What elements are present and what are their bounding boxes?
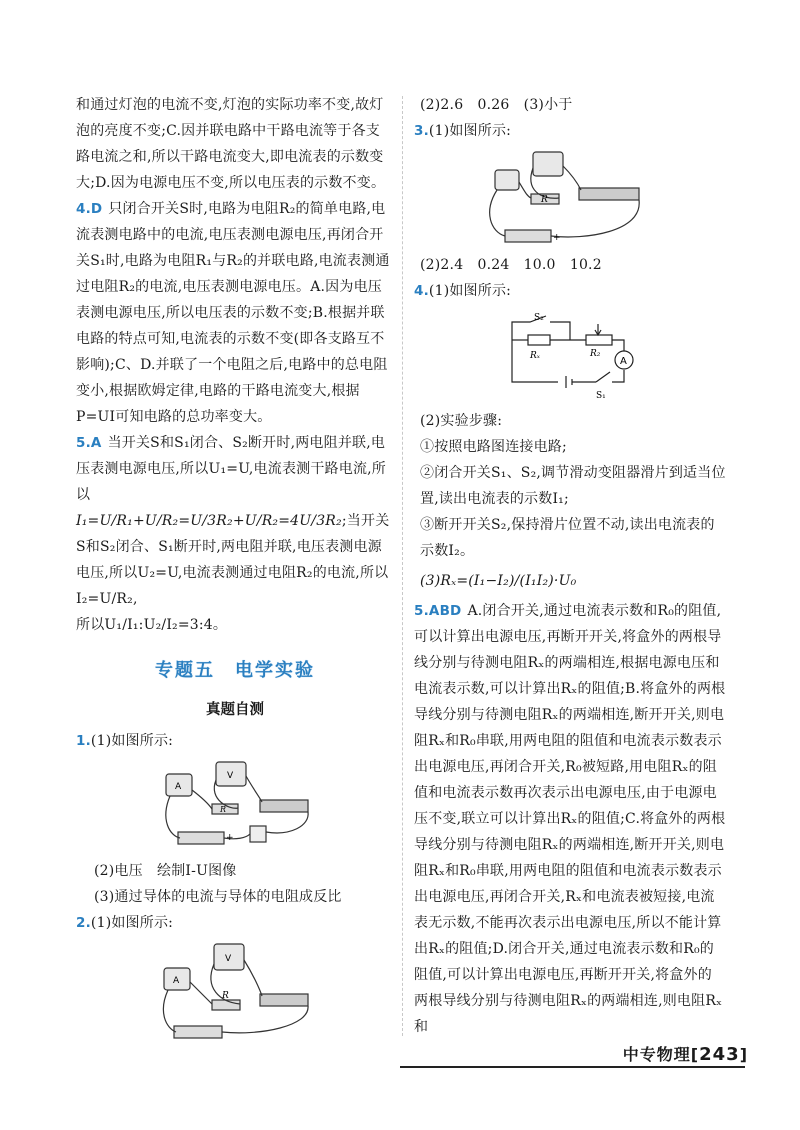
voltmeter-label: V <box>227 771 234 781</box>
answer-text: 只闭合开关S时,电路为电阻R₂的简单电路,电流表测电路中的电流,电压表测电源电压,再闭合开关S₁时,电路为电阻R₁与R₂的并联电路,电流表测通过电阻R₂的电流,电压表测电源电压。A.因为电压表测电源电压,所以电压表的示数不变;B.根据并联电路的特点可知,电流表的示数不变(即各支路互不影响);C、D.并联了一个电阻之后,电路中的总电阻变小,根据欧姆定律,电路的干路电流变大,根据P=UI可知电路的总功率变大。 <box>76 201 390 425</box>
book-title: 中专物理 <box>622 1045 691 1064</box>
answer-text: 当开关S和S₁闭合、S₂断开时,两电阻并联,电压表测电源电压,所以U₁=U,电流表测干路电流,所以 <box>76 435 387 503</box>
voltmeter-label: V <box>225 954 232 964</box>
question-number: 3. <box>414 123 429 139</box>
question-3-part-2: (2)2.4 0.24 10.0 10.2 <box>420 257 602 273</box>
circuit-diagram <box>500 310 640 402</box>
section-title: 专题五 电学实验 <box>155 660 315 681</box>
step-1: ①按照电路图连接电路; <box>420 439 567 455</box>
answer-text: (1)如图所示: <box>428 283 512 299</box>
subsection-heading: 真题自测 <box>206 701 264 718</box>
apparatus-figure-1 <box>150 760 320 852</box>
question-number: 5. <box>76 435 91 451</box>
question-2-part-1 <box>76 910 394 936</box>
step-2: ②闭合开关S₁、S₂,调节滑动变阻器滑片到适当位置,读出电流表的示数I₁; <box>420 465 726 507</box>
ammeter-label: A <box>620 356 627 367</box>
resistor-label: R <box>220 805 227 814</box>
answer-text: (1)如图所示: <box>90 733 174 749</box>
question-number: 1. <box>76 733 91 749</box>
resistor-label: R <box>222 991 229 1001</box>
answer-letter: A <box>90 435 102 451</box>
apparatus-figure-3 <box>475 150 665 246</box>
page-footer: 中专物理[243] <box>622 1044 748 1065</box>
right-column <box>414 92 726 1040</box>
ammeter-label: A <box>175 782 182 792</box>
question-1-part-2: (2)电压 绘制I-U图像 <box>94 863 237 879</box>
answer-text: ;当开关S和S₂闭合、S₁断开时,两电阻并联,电压表测电源电压,所以U₂=U,电流表测通过电阻R₂的电流,所以I₂=U/R₂, <box>76 513 390 607</box>
question-4-part-3: (3)Rₓ=(I₁−I₂)/(I₁I₂)·U₀ <box>420 573 577 589</box>
answer-5-conclusion: 所以U₁/I₁:U₂/I₂=3:4。 <box>76 617 228 633</box>
apparatus-figure-2 <box>150 942 320 1042</box>
answer-4 <box>76 196 394 430</box>
answer-5 <box>76 430 394 508</box>
answer-text: A.闭合开关,通过电流表示数和R₀的阻值,可以计算出电源电压,再断开开关,将盒外的两根导线分别与待测电阻Rₓ的两端相连,根据电源电压和电流表示数,可以计算出Rₓ的阻值;B.将盒外的两根导线分别与待测电阻Rₓ的两端相连,断开开关,则电阻Rₓ和R₀串联,用两电阻的阻值和电流表示数表示出电源电压,再闭合开关,R₀被短路,用电阻Rₓ的阻值和电流表示数再次表示出电源电压,由于电源电压不变,联立可以计算出Rₓ的阻值;C.将盒外的两根导线分别与待测电阻Rₓ的两端相连,断开开关,则电阻Rₓ和R₀串联,用两电阻的阻值和电流表示数表示出电源电压,再闭合开关,Rₓ和电流表被短接,电流表无示数,不能再次表示出电源电压,所以不能计算出Rₓ的阻值;D.闭合开关,通过电流表示数和R₀的阻值,可以计算出电源电压,再断开开关,将盒外的两根导线分别与待测电阻Rₓ的两端相连,则电阻Rₓ和 <box>414 603 726 1035</box>
answer-letter: D <box>90 201 103 217</box>
footer-rule <box>400 1066 745 1068</box>
left-column <box>76 92 394 1048</box>
question-number: 5. <box>414 603 429 619</box>
step-3: ③断开开关S₂,保持滑片位置不动,读出电流表的示数I₂。 <box>420 517 715 559</box>
question-1-part-3: (3)通过导体的电流与导体的电阻成反比 <box>94 889 342 905</box>
plus-label: + <box>226 833 234 843</box>
formula: I₁=U/R₁+U/R₂=U/3R₂+U/R₂=4U/3R₂ <box>76 513 342 529</box>
question-1-part-1 <box>76 728 394 754</box>
answer-text: (1)如图所示: <box>90 915 174 931</box>
answer-letter: ABD <box>428 603 462 619</box>
plus-label: + <box>553 233 561 243</box>
column-divider <box>402 96 403 1036</box>
ammeter-label: A <box>173 976 180 986</box>
switch-s2-label: S₂ <box>534 313 544 323</box>
question-number: 4. <box>76 201 91 217</box>
page-number: 243 <box>699 1044 740 1065</box>
switch-s1-label: S₁ <box>596 391 606 401</box>
question-number: 2. <box>76 915 91 931</box>
question-4-part-2: (2)实验步骤: <box>420 413 503 429</box>
answer-5-formula <box>76 508 394 612</box>
answer-text: (1)如图所示: <box>428 123 512 139</box>
question-number: 4. <box>414 283 429 299</box>
question-3-part-1 <box>414 118 726 144</box>
resistor-label: R <box>541 195 548 205</box>
paragraph-continuation: 和通过灯泡的电流不变,灯泡的实际功率不变,故灯泡的亮度不变;C.因并联电路中干路电流等于各支路电流之和,所以干路电流变大,即电流表的示数变大;D.因为电源电压不变,所以电压表的示数不变。 <box>76 97 386 191</box>
question-2-part-2: (2)2.6 0.26 (3)小于 <box>420 97 573 113</box>
resistor-rx-label: Rₓ <box>530 351 540 361</box>
resistor-r2-label: R₂ <box>590 349 601 359</box>
question-4-part-1 <box>414 278 726 304</box>
answer-5-right <box>414 598 726 1040</box>
